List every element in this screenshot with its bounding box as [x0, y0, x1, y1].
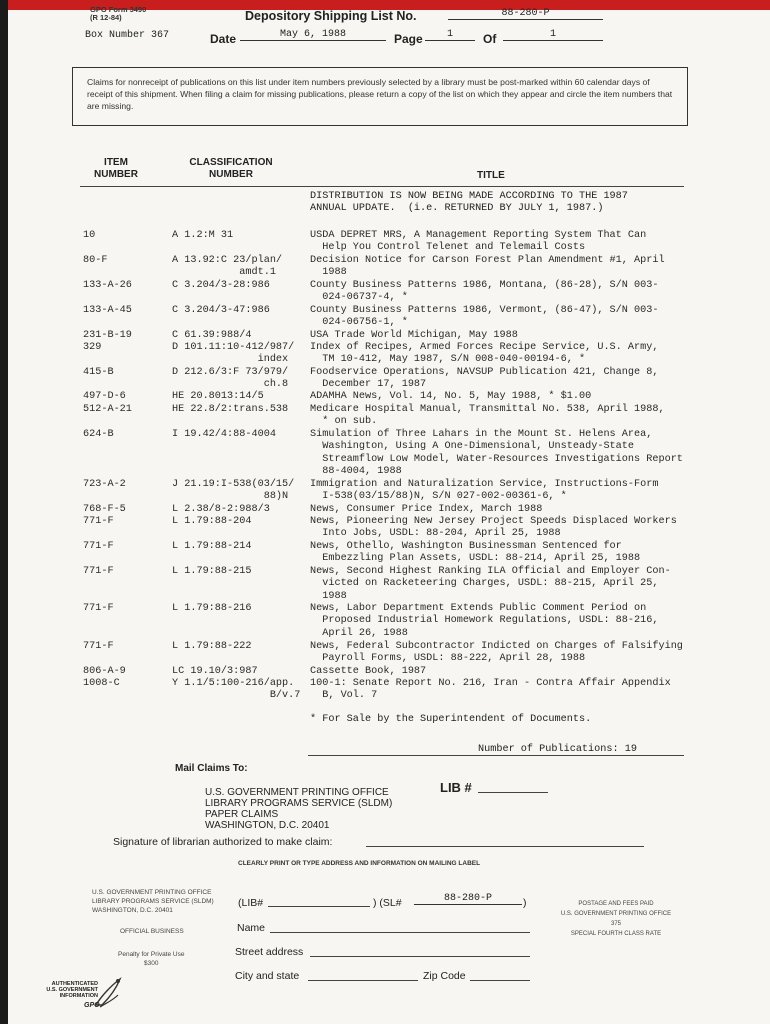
penalty-notice: Penalty for Private Use $300 [118, 951, 185, 967]
item-number: 415-B [83, 367, 114, 378]
item-number: 768-F-5 [83, 504, 126, 515]
postage-indicia: POSTAGE AND FEES PAID U.S. GOVERNMENT PRINTING OFFICE 375 SPECIAL FOURTH CLASS RATE [560, 901, 672, 937]
publication-title: Simulation of Three Lahars in the Mount St. Helens Area, Washington, Using A One-Dimensional, Unsteady-State Streamflow Low Model, Water-Resources Investigations Report 88-4004, 1988 [310, 429, 683, 478]
lib-field-line[interactable] [268, 906, 370, 907]
classification-number: J 21.19:I-538(03/15/ 88)N [172, 479, 295, 503]
publication-title: ADAMHA News, Vol. 14, No. 5, May 1988, * $1.00 [310, 391, 592, 402]
classification-number: A 1.2:M 31 [172, 230, 234, 241]
page-value: 1 [425, 29, 475, 41]
classification-number: HE 20.8013:14/5 [172, 391, 264, 402]
mail-claims-label: Mail Claims To: [175, 763, 248, 774]
classification-number: LC 19.10/3:987 [172, 666, 258, 677]
item-number: 723-A-2 [83, 479, 126, 490]
list-number: 88-280-P [448, 8, 603, 20]
label-return-address: U.S. GOVERNMENT PRINTING OFFICE LIBRARY PROGRAMS SERVICE (SLDM) WASHINGTON, D.C. 20401 [92, 889, 214, 914]
item-number: 329 [83, 342, 102, 353]
publication-title: Foodservice Operations, NAVSUP Publication 421, Change 8, December 17, 1987 [310, 367, 659, 391]
classification-number: L 2.38/8-2:988/3 [172, 504, 270, 515]
publication-title: USA Trade World Michigan, May 1988 [310, 330, 518, 341]
page-title: Depository Shipping List No. [245, 9, 417, 23]
of-value: 1 [503, 29, 603, 41]
authenticated-seal-text: AUTHENTICATED U.S. GOVERNMENT INFORMATION [46, 981, 98, 999]
city-label: City and state [235, 970, 300, 982]
claims-notice-text: Claims for nonreceipt of publications on this list under item numbers previously selected by a library must be post-marked within 60 calendar days of receipt of this shipment. When filing a claim for missing publications, please return a copy of the list on which they appear and circle the item numbers that are missing. [87, 77, 673, 111]
gpo-seal-label: GPO [84, 1002, 100, 1009]
publication-title: County Business Patterns 1986, Montana, (86-28), S/N 003- 024-06737-4, * [310, 280, 659, 304]
column-header-title: TITLE [477, 170, 505, 181]
signature-line[interactable] [366, 846, 644, 847]
publication-title: News, Labor Department Extends Public Comment Period on Proposed Industrial Homework Regulations, USDL: 88-216, April 26, 1988 [310, 603, 659, 639]
publication-title: Cassette Book, 1987 [310, 666, 427, 677]
street-label: Street address [235, 946, 304, 958]
classification-number: L 1.79:88-214 [172, 541, 252, 552]
publication-title: 100-1: Senate Report No. 216, Iran - Contra Affair Appendix B, Vol. 7 [310, 678, 671, 702]
classification-number: L 1.79:88-215 [172, 566, 252, 577]
publication-title: News, Consumer Price Index, March 1988 [310, 504, 543, 515]
print-instruction: CLEARLY PRINT OR TYPE ADDRESS AND INFORMATION ON MAILING LABEL [238, 860, 481, 867]
classification-number: I 19.42/4:88-4004 [172, 429, 276, 440]
classification-number: L 1.79:88-222 [172, 641, 252, 652]
form-number [90, 6, 146, 22]
classification-number: HE 22.8/2:trans.538 [172, 404, 289, 415]
table-bottom-rule [308, 755, 684, 756]
name-label: Name [237, 922, 266, 934]
item-number: 771-F [83, 566, 114, 577]
lib-field-label: (LIB# [238, 897, 264, 909]
item-number: 80-F [83, 255, 108, 266]
classification-number: C 3.204/3-47:986 [172, 305, 270, 316]
sale-note: * For Sale by the Superintendent of Documents. [310, 714, 592, 725]
publication-title: News, Pioneering New Jersey Project Speeds Displaced Workers Into Jobs, USDL: 88-204, April 25, 1988 [310, 516, 677, 540]
distribution-note: DISTRIBUTION IS NOW BEING MADE ACCORDING TO THE 1987 ANNUAL UPDATE. (i.e. RETURNED BY JULY 1, 1987.) [310, 191, 628, 215]
item-number: 806-A-9 [83, 666, 126, 677]
publication-title: USDA DEPRET MRS, A Management Reporting System That Can Help You Control Telenet and Telemail Costs [310, 230, 647, 254]
classification-number: D 101.11:10-412/987/ index [172, 342, 295, 366]
classification-number: Y 1.1/5:100-216/app. B/v.7 [172, 678, 301, 702]
page-label: Page [394, 32, 423, 46]
item-number: 231-B-19 [83, 330, 132, 341]
left-scan-edge [0, 0, 8, 1024]
sl-field-close: ) [523, 897, 527, 909]
publication-title: Medicare Hospital Manual, Transmittal No. 538, April 1988, * on sub. [310, 404, 665, 428]
classification-number: A 13.92:C 23/plan/ amdt.1 [172, 255, 283, 279]
number-of-publications: Number of Publications: 19 [478, 744, 637, 755]
item-number: 10 [83, 230, 96, 241]
classification-number: C 61.39:988/4 [172, 330, 252, 341]
publication-title: News, Second Highest Ranking ILA Official and Employer Con- victed on Racketeering Charges, USDL: 88-215, April 25, 1988 [310, 566, 671, 602]
publication-title: News, Federal Subcontractor Indicted on Charges of Falsifying Payroll Forms, USDL: 88-222, April 28, 1988 [310, 641, 683, 665]
publication-title: Index of Recipes, Armed Forces Recipe Service, U.S. Army, TM 10-412, May 1987, S/N 008-040-00194-6, * [310, 342, 659, 366]
classification-number: D 212.6/3:F 73/979/ ch.8 [172, 367, 289, 391]
publication-title: News, Othello, Washington Businessman Sentenced for Embezzling Plan Assets, USDL: 88-214, April 25, 1988 [310, 541, 641, 565]
lib-number-label: LIB # [440, 780, 472, 795]
item-number: 497-D-6 [83, 391, 126, 402]
form-line-2: (R 12-84) [90, 13, 122, 22]
item-number: 771-F [83, 516, 114, 527]
publication-title: Decision Notice for Carson Forest Plan Amendment #1, April 1988 [310, 255, 665, 279]
item-number: 624-B [83, 429, 114, 440]
lib-number-line [478, 792, 548, 793]
official-business: OFFICIAL BUSINESS [120, 928, 184, 935]
publication-title: County Business Patterns 1986, Vermont, (86-47), S/N 003- 024-06756-1, * [310, 305, 659, 329]
item-number: 133-A-45 [83, 305, 132, 316]
item-number: 771-F [83, 541, 114, 552]
item-number: 133-A-26 [83, 280, 132, 291]
signature-label: Signature of librarian authorized to make claim: [113, 836, 333, 848]
column-header-item: ITEM NUMBER [94, 157, 138, 180]
column-header-classification: CLASSIFICATION NUMBER [189, 157, 273, 180]
zip-label: Zip Code [423, 970, 466, 982]
mail-claims-address: U.S. GOVERNMENT PRINTING OFFICE LIBRARY PROGRAMS SERVICE (SLDM) PAPER CLAIMS WASHINGTON, D.C. 20401 [205, 787, 393, 831]
of-label: Of [483, 32, 497, 46]
classification-number: C 3.204/3-28:986 [172, 280, 270, 291]
item-number: 771-F [83, 603, 114, 614]
date-label: Date [210, 32, 237, 46]
item-number: 771-F [83, 641, 114, 652]
city-line[interactable] [308, 980, 418, 981]
date-value: May 6, 1988 [240, 29, 386, 41]
sl-field-label: ) (SL# [373, 897, 402, 909]
classification-number: L 1.79:88-204 [172, 516, 252, 527]
publication-title: Immigration and Naturalization Service, Instructions-Form I-538(03/15/88)N, S/N 027-002-00361-6, * [310, 479, 659, 503]
item-number: 512-A-21 [83, 404, 132, 415]
claims-notice [72, 67, 688, 126]
street-line[interactable] [310, 956, 530, 957]
item-number: 1008-C [83, 678, 120, 689]
form-line-1: GPO Form 3490 [90, 5, 147, 14]
zip-line[interactable] [470, 980, 530, 981]
sl-field-value: 88-280-P [414, 893, 522, 905]
header-rule [80, 186, 684, 187]
classification-number: L 1.79:88-216 [172, 603, 252, 614]
box-number: Box Number 367 [85, 30, 170, 41]
name-line[interactable] [270, 932, 530, 933]
